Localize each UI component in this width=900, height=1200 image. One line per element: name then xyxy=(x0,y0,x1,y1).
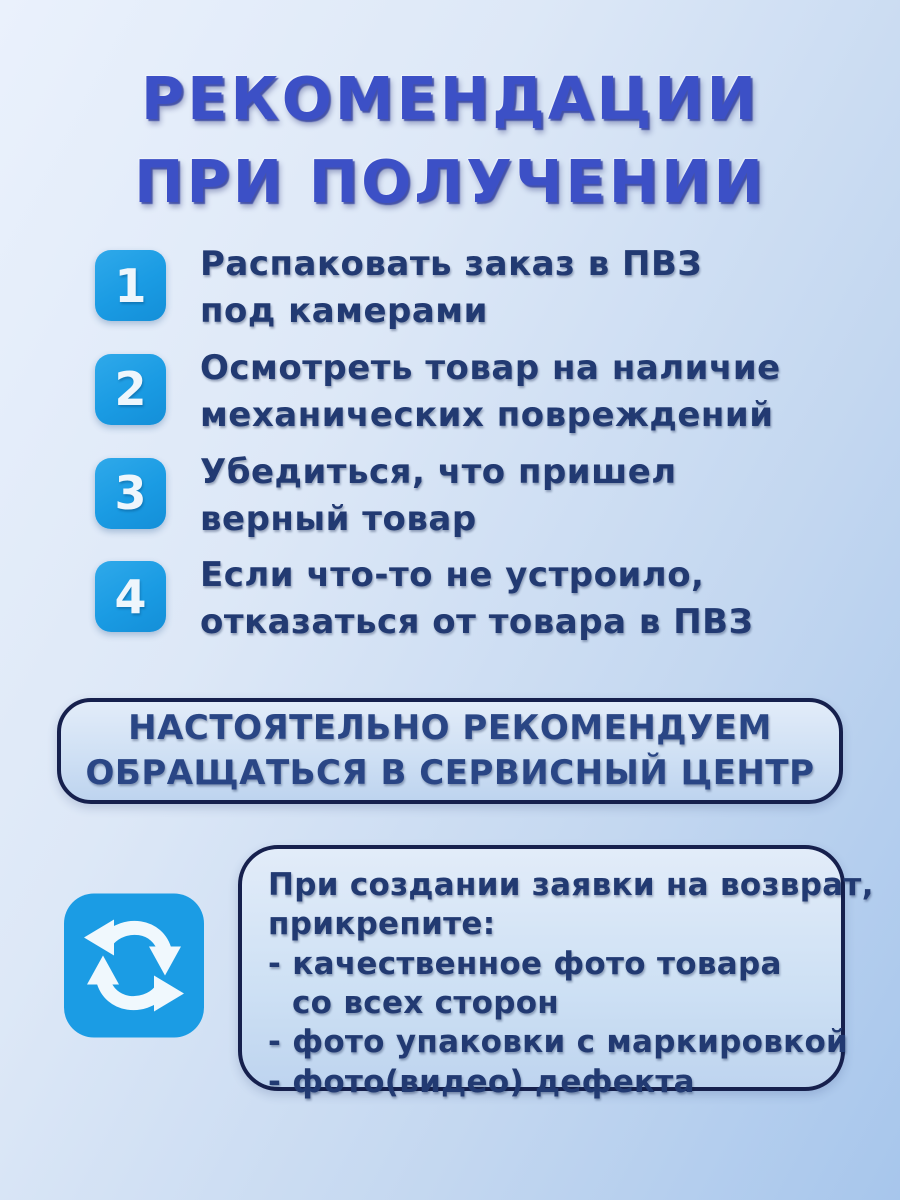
step-text-line: Распаковать заказ в ПВЗ xyxy=(200,244,703,284)
step-number: 3 xyxy=(114,466,147,521)
step-text-line: Если что-то не устроило, xyxy=(200,555,705,596)
return-item-continuation: со всех сторон xyxy=(292,985,560,1022)
step-item-1 xyxy=(95,241,781,335)
step-number-badge xyxy=(95,458,166,529)
step-text-line: Осмотреть товар на наличие xyxy=(200,347,781,388)
step-item-3 xyxy=(95,449,781,543)
return-list-item: - фото(видео) дефекта xyxy=(268,1063,695,1100)
title-line-2: ПРИ ПОЛУЧЕНИИ xyxy=(134,146,766,216)
step-number-badge xyxy=(95,250,166,321)
page-title xyxy=(0,58,900,223)
exchange-arrows-icon xyxy=(64,893,204,1038)
step-text xyxy=(200,449,677,543)
step-number-badge xyxy=(95,561,166,632)
step-item-2 xyxy=(95,345,781,439)
step-number: 2 xyxy=(114,362,147,417)
step-text-line: под камерами xyxy=(200,290,488,331)
notice-box xyxy=(57,698,843,804)
return-box xyxy=(238,845,874,1100)
step-number: 1 xyxy=(114,258,147,313)
step-number-badge xyxy=(95,354,166,425)
notice-line: НАСТОЯТЕЛЬНО РЕКОМЕНДУЕМ xyxy=(128,707,772,748)
return-text-line: При создании заявки на возврат, xyxy=(268,867,874,903)
notice-line: ОБРАЩАТЬСЯ В СЕРВИСНЫЙ ЦЕНТР xyxy=(85,753,815,793)
step-text-line: механических повреждений xyxy=(200,394,774,435)
step-text xyxy=(200,241,702,335)
title-line-1: РЕКОМЕНДАЦИИ xyxy=(140,64,760,133)
step-item-4 xyxy=(95,552,781,646)
return-text-line: прикрепите: xyxy=(268,906,496,943)
step-text-line: отказаться от товара в ПВЗ xyxy=(200,602,754,643)
step-text-line: верный товар xyxy=(200,498,477,539)
step-text xyxy=(200,345,781,439)
return-list-item: - фото упаковки с маркировкой xyxy=(268,1024,849,1061)
return-list-item: - качественное фото товара xyxy=(268,945,782,982)
step-text xyxy=(200,552,753,646)
steps-list xyxy=(95,241,781,646)
step-number: 4 xyxy=(114,569,147,624)
step-text-line: Убедиться, что пришел xyxy=(200,451,677,492)
